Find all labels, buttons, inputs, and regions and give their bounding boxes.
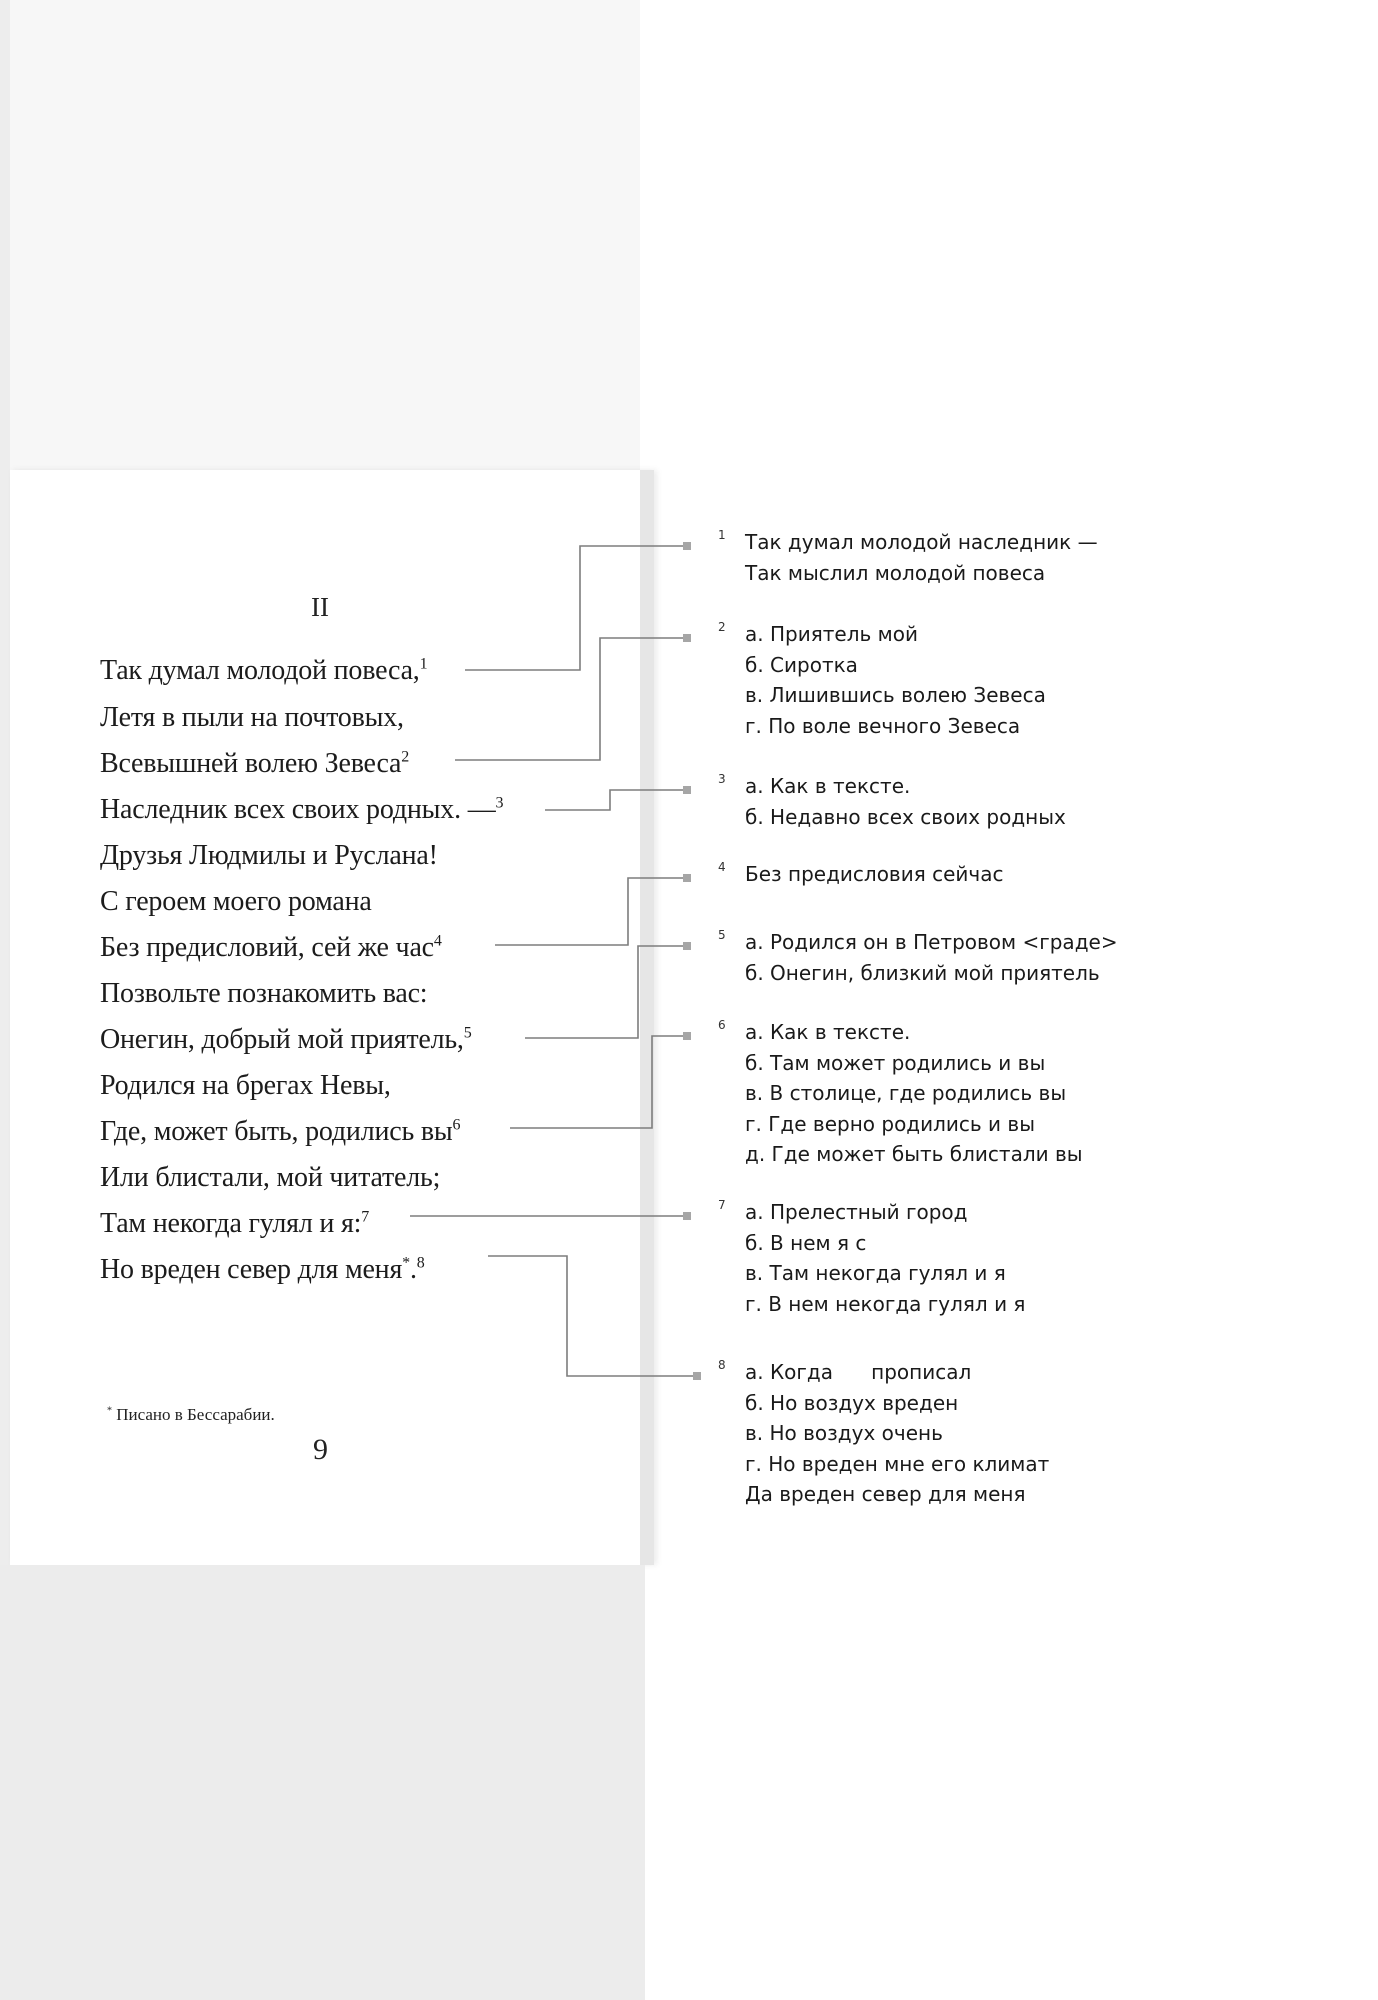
verse-text: Или блистали, мой читатель; [100,1162,441,1193]
note-number: 5 [718,928,726,942]
note-variant-line: д. Где может быть блистали вы [745,1142,1083,1166]
footnote-text: Писано в Бессарабии. [116,1405,275,1424]
note-number: 1 [718,528,726,542]
note-variant-line: б. Но воздух вреден [745,1390,959,1415]
note-variant-line: Так мыслил молодой повеса [745,560,1046,585]
note-variant-line: г. По воле вечного Зевеса [745,713,1021,738]
connector-marker-3 [683,786,691,794]
verse-text: Друзья Людмилы и Руслана! [100,840,438,871]
note-variant-line: Без предисловия сейчас [745,862,1004,886]
variant-mark: 8 [416,1254,425,1272]
variant-mark: 6 [452,1116,461,1134]
note-variant-line: в. В столице, где родились вы [745,1081,1067,1105]
verse-text: Онегин, добрый мой приятель, [100,1024,464,1055]
note-variant-line: б. В нем я с [745,1230,867,1255]
note-variant-line: г. Но вреден мне его климат [745,1451,1050,1476]
note-variant-line: б. Недавно всех своих родных [745,804,1066,829]
verse-text: Там некогда гулял и я: [100,1208,362,1239]
connector-marker-4 [683,874,691,882]
note-number: 6 [718,1018,726,1032]
note-variant-line: а. Как в тексте. [745,1020,911,1044]
note-variant-line: а. Родился он в Петровом <граде> [745,930,1118,954]
note-variant-line: а. Приятель мой [745,622,918,646]
connector-marker-1 [683,542,691,550]
note-variant-line: в. Но воздух очень [745,1421,943,1445]
variant-mark: 7 [361,1208,370,1226]
note-variant-line: г. Где верно родились и вы [745,1111,1035,1136]
connector-4 [495,878,685,945]
connector-marker-2 [683,634,691,642]
verse-text: С героем моего романа [100,886,372,917]
footnote-star: * [107,1405,112,1417]
variant-mark: 1 [419,655,428,673]
connector-5 [525,946,685,1038]
note-number: 8 [718,1358,726,1372]
note-variant-line: Да вреден север для меня [745,1482,1026,1506]
note-variant-line: б. Там может родились и вы [745,1050,1046,1075]
note-variant-line: в. Лишившись волею Зевеса [745,683,1046,707]
note-variant-line: а. Когда прописал [745,1360,972,1384]
connector-marker-5 [683,942,691,950]
verse-text: Наследник всех своих родных. — [100,794,496,825]
verse-text: Без предисловий, сей же час [100,932,434,963]
variant-mark: 2 [401,748,410,766]
variant-mark: 4 [433,932,442,950]
verse-text: Родился на брегах Невы, [100,1070,391,1101]
connector-8 [488,1256,695,1376]
connector-marker-8 [693,1372,701,1380]
variant-mark: 3 [495,794,504,812]
connector-marker-7 [683,1212,691,1220]
verse-text: Всевышней волею Зевеса [100,748,402,779]
verse-text: Где, может быть, родились вы [100,1116,453,1147]
note-number: 4 [718,860,726,874]
chapter-number: II [311,592,329,622]
verse-end-punctuation: . [409,1254,417,1285]
verse-text: Так думал молодой повеса, [100,655,420,686]
note-variant-line: б. Онегин, близкий мой приятель [745,960,1100,985]
connector-marker-6 [683,1032,691,1040]
connector-1 [465,546,685,670]
connector-6 [510,1036,685,1128]
verse-text: Позвольте познакомить вас: [100,978,428,1009]
note-variant-line: а. Как в тексте. [745,774,911,798]
note-variant-line: б. Сиротка [745,652,858,677]
note-variant-line: в. Там некогда гулял и я [745,1261,1006,1285]
note-variant-line: а. Прелестный город [745,1200,968,1224]
connector-3 [545,790,685,810]
variant-mark: 5 [463,1024,472,1042]
note-number: 2 [718,620,726,634]
note-number: 3 [718,772,726,786]
page-number: 9 [313,1433,328,1466]
verse-text: Но вреден север для меня [100,1254,403,1285]
verse-text: Летя в пыли на почтовых, [100,702,404,733]
footnote-star-mark: * [402,1254,410,1272]
note-variant-line: г. В нем некогда гулял и я [745,1291,1026,1316]
note-number: 7 [718,1198,726,1212]
connector-2 [455,638,685,760]
note-variant-line: Так думал молодой наследник — [745,530,1098,554]
